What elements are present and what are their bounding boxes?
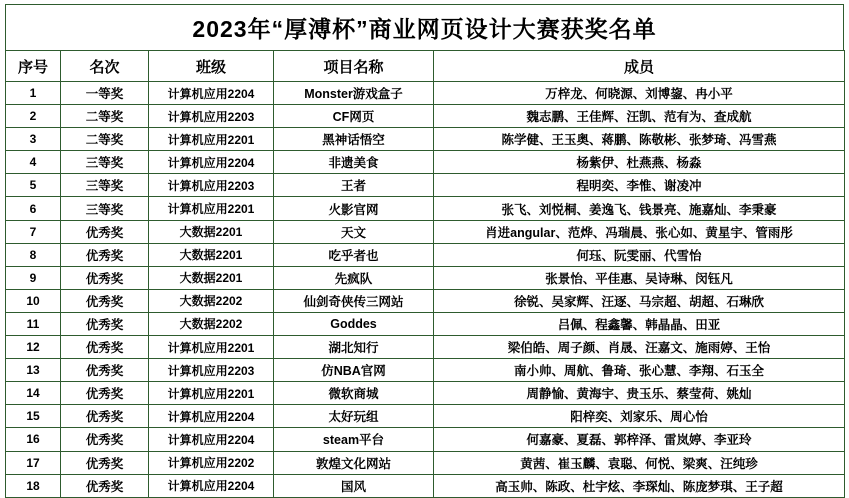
cell-members: 张景怡、平佳惠、吴诗琳、闵钰凡 <box>434 266 845 289</box>
table-row <box>6 243 845 266</box>
cell-project: 天文 <box>274 220 434 243</box>
page-title: 2023年“厚溥杯”商业网页设计大赛获奖名单 <box>192 16 657 42</box>
cell-award: 优秀奖 <box>61 428 149 451</box>
cell-award: 优秀奖 <box>61 220 149 243</box>
cell-award: 优秀奖 <box>61 451 149 474</box>
cell-seq: 3 <box>6 128 61 151</box>
cell-class: 计算机应用2204 <box>149 151 274 174</box>
cell-class: 计算机应用2204 <box>149 82 274 105</box>
cell-project: 先疯队 <box>274 266 434 289</box>
cell-project: 湖北知行 <box>274 336 434 359</box>
cell-class: 计算机应用2203 <box>149 359 274 382</box>
table-row <box>6 174 845 197</box>
cell-seq: 7 <box>6 220 61 243</box>
cell-award: 优秀奖 <box>61 336 149 359</box>
cell-award: 二等奖 <box>61 105 149 128</box>
table-header <box>6 51 845 82</box>
table-row <box>6 105 845 128</box>
cell-class: 大数据2202 <box>149 312 274 335</box>
cell-project: Monster游戏盒子 <box>274 82 434 105</box>
cell-members: 何珏、阮雯丽、代雪怡 <box>434 243 845 266</box>
cell-project: 吃乎者也 <box>274 243 434 266</box>
cell-seq: 1 <box>6 82 61 105</box>
cell-seq: 17 <box>6 451 61 474</box>
table-row <box>6 451 845 474</box>
cell-project: CF网页 <box>274 105 434 128</box>
table-row <box>6 312 845 335</box>
cell-class: 计算机应用2202 <box>149 451 274 474</box>
table-row <box>6 474 845 497</box>
cell-project: steam平台 <box>274 428 434 451</box>
cell-members: 周静愉、黄海宇、贵玉乐、蔡莹荷、姚灿 <box>434 382 845 405</box>
cell-members: 万梓龙、何晓源、刘博鋆、冉小平 <box>434 82 845 105</box>
cell-seq: 15 <box>6 405 61 428</box>
column-header-members: 成员 <box>434 51 845 82</box>
cell-members: 杨紫伊、杜燕燕、杨淼 <box>434 151 845 174</box>
cell-seq: 13 <box>6 359 61 382</box>
column-header-project: 项目名称 <box>274 51 434 82</box>
table-row <box>6 128 845 151</box>
table-row <box>6 266 845 289</box>
cell-class: 计算机应用2204 <box>149 474 274 497</box>
cell-award: 三等奖 <box>61 151 149 174</box>
cell-award: 优秀奖 <box>61 289 149 312</box>
cell-members: 徐锐、吴家辉、汪逐、马宗超、胡超、石琳欣 <box>434 289 845 312</box>
table-header-row <box>6 51 845 82</box>
cell-members: 陈学健、王玉奥、蒋鹏、陈敬彬、张梦琦、冯雪燕 <box>434 128 845 151</box>
cell-members: 梁伯皓、周子颜、肖晟、汪嘉文、施雨婷、王怡 <box>434 336 845 359</box>
cell-class: 计算机应用2201 <box>149 128 274 151</box>
cell-award: 优秀奖 <box>61 359 149 382</box>
table-row <box>6 336 845 359</box>
cell-class: 计算机应用2204 <box>149 405 274 428</box>
cell-project: 非遗美食 <box>274 151 434 174</box>
cell-award: 优秀奖 <box>61 405 149 428</box>
cell-class: 计算机应用2201 <box>149 382 274 405</box>
cell-members: 高玉帅、陈政、杜宇炫、李琛灿、陈庞梦琪、王子超 <box>434 474 845 497</box>
cell-project: 仿NBA官网 <box>274 359 434 382</box>
cell-members: 黄茜、崔玉麟、袁聪、何悦、梁爽、汪纯珍 <box>434 451 845 474</box>
cell-members: 吕佩、程鑫馨、韩晶晶、田亚 <box>434 312 845 335</box>
cell-members: 何嘉豪、夏磊、郭梓泽、雷岚婷、李亚玲 <box>434 428 845 451</box>
document-title-row <box>5 4 844 50</box>
cell-award: 优秀奖 <box>61 243 149 266</box>
cell-class: 计算机应用2203 <box>149 174 274 197</box>
cell-seq: 2 <box>6 105 61 128</box>
award-list-document <box>0 4 849 494</box>
cell-class: 计算机应用2203 <box>149 105 274 128</box>
cell-project: 国风 <box>274 474 434 497</box>
table-row <box>6 197 845 220</box>
cell-seq: 11 <box>6 312 61 335</box>
table-row <box>6 428 845 451</box>
cell-class: 计算机应用2204 <box>149 428 274 451</box>
table-row <box>6 82 845 105</box>
cell-members: 魏志鹏、王佳辉、汪凯、范有为、查成航 <box>434 105 845 128</box>
cell-seq: 6 <box>6 197 61 220</box>
cell-seq: 8 <box>6 243 61 266</box>
cell-award: 优秀奖 <box>61 382 149 405</box>
cell-members: 肖进angular、范烨、冯瑞晨、张心如、黄星宇、管雨彤 <box>434 220 845 243</box>
table-row <box>6 405 845 428</box>
table-row <box>6 151 845 174</box>
table-body <box>6 82 845 498</box>
cell-seq: 14 <box>6 382 61 405</box>
cell-award: 优秀奖 <box>61 474 149 497</box>
cell-award: 一等奖 <box>61 82 149 105</box>
table-row <box>6 382 845 405</box>
cell-members: 南小帅、周航、鲁琦、张心慧、李翔、石玉全 <box>434 359 845 382</box>
cell-seq: 10 <box>6 289 61 312</box>
cell-seq: 16 <box>6 428 61 451</box>
cell-award: 优秀奖 <box>61 266 149 289</box>
cell-seq: 18 <box>6 474 61 497</box>
cell-class: 计算机应用2201 <box>149 336 274 359</box>
table-row <box>6 289 845 312</box>
cell-project: 仙剑奇侠传三网站 <box>274 289 434 312</box>
cell-class: 计算机应用2201 <box>149 197 274 220</box>
cell-award: 二等奖 <box>61 128 149 151</box>
cell-members: 张飞、刘悦桐、姜逸飞、钱景亮、施嘉灿、李秉豪 <box>434 197 845 220</box>
cell-project: 敦煌文化网站 <box>274 451 434 474</box>
column-header-award: 名次 <box>61 51 149 82</box>
cell-project: 火影官网 <box>274 197 434 220</box>
column-header-class: 班级 <box>149 51 274 82</box>
cell-class: 大数据2201 <box>149 243 274 266</box>
cell-class: 大数据2202 <box>149 289 274 312</box>
cell-seq: 4 <box>6 151 61 174</box>
column-header-seq: 序号 <box>6 51 61 82</box>
table-row <box>6 220 845 243</box>
cell-members: 阳梓奕、刘家乐、周心怡 <box>434 405 845 428</box>
cell-award: 优秀奖 <box>61 312 149 335</box>
cell-project: Goddes <box>274 312 434 335</box>
award-table <box>5 50 845 498</box>
cell-award: 三等奖 <box>61 174 149 197</box>
cell-class: 大数据2201 <box>149 266 274 289</box>
cell-seq: 5 <box>6 174 61 197</box>
cell-project: 黑神话悟空 <box>274 128 434 151</box>
cell-members: 程明奕、李惟、谢凌冲 <box>434 174 845 197</box>
cell-seq: 12 <box>6 336 61 359</box>
cell-project: 太好玩组 <box>274 405 434 428</box>
cell-project: 王者 <box>274 174 434 197</box>
cell-seq: 9 <box>6 266 61 289</box>
cell-award: 三等奖 <box>61 197 149 220</box>
cell-project: 微软商城 <box>274 382 434 405</box>
table-row <box>6 359 845 382</box>
cell-class: 大数据2201 <box>149 220 274 243</box>
